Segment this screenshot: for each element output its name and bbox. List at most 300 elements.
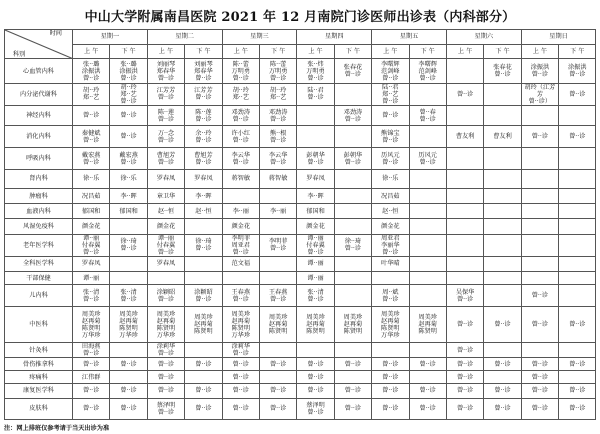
table-row <box>5 256 596 271</box>
schedule-cell <box>559 371 596 384</box>
schedule-cell <box>259 219 296 234</box>
schedule-cell: 蒋智敏 <box>222 169 259 188</box>
schedule-cell <box>446 188 483 203</box>
schedule-cell: 江伟群 <box>73 371 110 384</box>
schedule-cell: 曾··诊 <box>484 358 521 371</box>
schedule-cell: 蔡泽明 曾··诊 <box>297 398 334 419</box>
schedule-cell: 郁国和 <box>297 204 334 219</box>
schedule-cell: 蒋智敏 <box>259 169 296 188</box>
schedule-cell <box>559 342 596 357</box>
schedule-cell: 曾··诊 <box>559 126 596 148</box>
am-header: 上 午 <box>297 44 334 59</box>
half-day-header-row <box>5 44 596 59</box>
schedule-cell <box>334 219 371 234</box>
schedule-cell <box>446 105 483 125</box>
schedule-cell: 王春燕 曾··诊 <box>259 285 296 307</box>
schedule-cell <box>559 188 596 203</box>
schedule-cell <box>222 272 259 285</box>
schedule-cell: 谭··丽 <box>297 256 334 271</box>
schedule-cell <box>559 204 596 219</box>
am-header: 上 午 <box>147 44 184 59</box>
schedule-cell <box>521 256 558 271</box>
day-header-wed: 星期三 <box>222 30 297 45</box>
schedule-cell <box>446 204 483 219</box>
schedule-cell <box>484 83 521 105</box>
table-row <box>5 342 596 357</box>
schedule-cell: 颜金花 <box>297 219 334 234</box>
schedule-cell <box>559 219 596 234</box>
schedule-cell: 曾··诊 <box>147 358 184 371</box>
schedule-cell: 曾··诊 <box>446 371 483 384</box>
schedule-cell: 涂振洪 曾··诊 <box>559 59 596 83</box>
table-row <box>5 272 596 285</box>
schedule-cell <box>484 256 521 271</box>
schedule-cell: 陆··君 曾··诊 <box>297 83 334 105</box>
schedule-cell: 曾··诊 <box>484 384 521 398</box>
day-header-thu: 星期四 <box>297 30 372 45</box>
day-header-tue: 星期二 <box>147 30 222 45</box>
dept-name: 肿瘤科 <box>5 188 73 203</box>
schedule-cell: 江芳芳 曾··诊 <box>147 83 184 105</box>
schedule-cell <box>559 285 596 307</box>
schedule-cell: 涂莉华 曾··诊 <box>222 342 259 357</box>
schedule-cell: 周美珍 赵再菊 陈贤明 万华珍 <box>110 307 147 342</box>
schedule-cell: 曾··诊 <box>73 398 110 419</box>
dept-name: 肾内科 <box>5 169 73 188</box>
day-header-sun: 星期日 <box>521 30 596 45</box>
table-row <box>5 358 596 371</box>
schedule-cell: 曾··诊 <box>559 398 596 419</box>
schedule-cell <box>334 256 371 271</box>
schedule-cell <box>484 234 521 256</box>
schedule-cell: 曾··诊 <box>222 398 259 419</box>
schedule-cell <box>409 219 446 234</box>
schedule-cell: 曾··诊 <box>185 398 222 419</box>
schedule-cell: 许小红 曾··诊 <box>222 126 259 148</box>
pm-header: 下 午 <box>409 44 446 59</box>
schedule-cell: 曾··诊 <box>297 358 334 371</box>
schedule-cell <box>484 285 521 307</box>
schedule-cell: 曾··诊 <box>409 398 446 419</box>
pm-header: 下 午 <box>185 44 222 59</box>
schedule-cell: 曾··诊 <box>559 83 596 105</box>
schedule-cell: 胡··玲 郑··艺 <box>73 83 110 105</box>
pm-header: 下 午 <box>334 44 371 59</box>
schedule-cell: 张··清 曾··诊 <box>110 285 147 307</box>
schedule-cell <box>559 272 596 285</box>
schedule-cell <box>110 219 147 234</box>
schedule-cell: 曾··诊 <box>334 398 371 419</box>
schedule-cell <box>409 272 446 285</box>
schedule-cell <box>559 234 596 256</box>
schedule-cell: 徐··琦 曾··诊 <box>185 234 222 256</box>
schedule-cell: 谭··丽 付春翼 曾··诊 <box>297 234 334 256</box>
schedule-cell: 张春花 曾··诊 <box>484 59 521 83</box>
schedule-cell <box>559 169 596 188</box>
schedule-cell: 李··晖 <box>297 188 334 203</box>
schedule-cell: 曾··诊 <box>110 358 147 371</box>
table-row <box>5 219 596 234</box>
schedule-cell <box>147 272 184 285</box>
schedule-cell: 颜金花 <box>372 219 409 234</box>
table-row <box>5 126 596 148</box>
schedule-cell: 刘丽琴 郑春华 曾··诊 <box>185 59 222 83</box>
dept-name: 针灸科 <box>5 342 73 357</box>
schedule-cell: 曾··诊 <box>446 307 483 342</box>
schedule-cell: 涂颖昭 曾··诊 <box>147 285 184 307</box>
am-header: 上 午 <box>446 44 483 59</box>
schedule-cell <box>446 234 483 256</box>
schedule-cell <box>185 371 222 384</box>
schedule-cell: 曾··诊 <box>222 358 259 371</box>
schedule-cell: 曾··春 曾··诊 <box>409 105 446 125</box>
schedule-cell: 余··玲 曾··诊 <box>185 126 222 148</box>
schedule-cell <box>334 342 371 357</box>
schedule-cell <box>259 371 296 384</box>
schedule-cell <box>334 285 371 307</box>
schedule-cell <box>559 105 596 125</box>
dept-name: 老年医学科 <box>5 234 73 256</box>
schedule-cell: 陈··蕾 万明勇 曾··诊 <box>259 59 296 83</box>
schedule-cell: 涂莉华 曾··诊 <box>147 342 184 357</box>
schedule-cell: 赵··恒 <box>372 204 409 219</box>
dept-name: 呼吸内科 <box>5 148 73 169</box>
am-header: 上 午 <box>521 44 558 59</box>
dept-name: 疼痛科 <box>5 371 73 384</box>
dept-name: 心血管内科 <box>5 59 73 83</box>
am-header: 上 午 <box>222 44 259 59</box>
schedule-cell: 周亚君 李丽华 曾··诊 <box>372 234 409 256</box>
schedule-cell: 周··斌 曾··诊 <box>372 285 409 307</box>
dept-name: 康复医学科 <box>5 384 73 398</box>
schedule-cell <box>334 83 371 105</box>
schedule-cell: 胡··玲 郑··艺 <box>259 83 296 105</box>
schedule-cell <box>259 342 296 357</box>
schedule-cell <box>297 342 334 357</box>
schedule-cell: 陈··莲 曾··诊 <box>185 105 222 125</box>
schedule-cell: 郁国和 <box>110 204 147 219</box>
schedule-cell: 彭朝华 曾··诊 <box>334 148 371 169</box>
schedule-cell: 谭··丽 <box>73 272 110 285</box>
dept-name: 骨伤推拿科 <box>5 358 73 371</box>
schedule-cell: 周美珍 赵再菊 陈贤明 <box>185 307 222 342</box>
schedule-cell <box>409 256 446 271</box>
schedule-cell: 郁国和 <box>73 204 110 219</box>
schedule-cell: 历风元 曾··诊 <box>409 148 446 169</box>
schedule-cell: 曾··诊 <box>484 398 521 419</box>
header-corner <box>5 30 73 59</box>
schedule-cell: 曾··诊 <box>297 371 334 384</box>
schedule-cell <box>297 126 334 148</box>
schedule-cell: 周美珍 赵再菊 陈贤明 <box>409 307 446 342</box>
schedule-cell: 况昌茹 <box>73 188 110 203</box>
schedule-cell: 张··璐 涂振洪 曾··诊 <box>73 59 110 83</box>
schedule-cell: 胡玲（江芳芳 曾··诊） <box>521 83 558 105</box>
schedule-cell: 曾··诊 <box>484 307 521 342</box>
schedule-cell: 罗春凤 <box>185 169 222 188</box>
schedule-cell: 赵··恒 <box>147 204 184 219</box>
schedule-cell: 李明菲 曾··诊 <box>259 234 296 256</box>
schedule-cell <box>409 83 446 105</box>
schedule-cell <box>110 272 147 285</box>
schedule-cell: 徐··琦 曾··诊 <box>334 234 371 256</box>
page-title: 中山大学附属南昌医院 2021 年 12 月南院门诊医师出诊表（内科部分） <box>84 10 516 25</box>
schedule-cell: 徐··琦 曾··诊 <box>110 234 147 256</box>
schedule-table <box>4 29 596 420</box>
schedule-cell <box>297 105 334 125</box>
schedule-cell: 江芳芳 曾··诊 <box>185 83 222 105</box>
schedule-cell: 周美珍 赵再菊 陈贤明 万华珍 <box>147 307 184 342</box>
schedule-cell: 陈··莲 曾··诊 <box>147 105 184 125</box>
schedule-cell: 李··晖 <box>185 188 222 203</box>
schedule-cell <box>409 285 446 307</box>
schedule-cell: 田海燕 曾··诊 <box>73 342 110 357</box>
dept-name: 消化内科 <box>5 126 73 148</box>
schedule-cell: 曾··诊 <box>521 285 558 307</box>
schedule-cell: 张··璐 涂振洪 曾··诊 <box>110 59 147 83</box>
schedule-cell: 李云华 曾··诊 <box>222 148 259 169</box>
schedule-cell <box>446 219 483 234</box>
schedule-cell: 王春燕 曾··诊 <box>222 285 259 307</box>
schedule-cell: 颜金花 <box>222 219 259 234</box>
schedule-cell: 曾··诊 <box>372 358 409 371</box>
schedule-cell: 戴宏燕 曾··诊 <box>110 148 147 169</box>
schedule-cell: 张春花 曾··诊 <box>334 59 371 83</box>
schedule-cell <box>484 204 521 219</box>
dept-name: 内分泌代谢科 <box>5 83 73 105</box>
schedule-cell: 万··念 曾··诊 <box>147 126 184 148</box>
table-row <box>5 188 596 203</box>
schedule-cell <box>484 148 521 169</box>
am-header: 上 午 <box>372 44 409 59</box>
schedule-cell: 曾··诊 <box>222 371 259 384</box>
schedule-cell: 邓劲涛 曾··诊 <box>334 105 371 125</box>
schedule-cell <box>372 272 409 285</box>
schedule-cell: 吴保华 曾··诊 <box>446 285 483 307</box>
schedule-cell <box>559 148 596 169</box>
schedule-cell: 陆··君 郑··艺 曾··诊 <box>372 83 409 105</box>
schedule-cell: 赵··恒 <box>185 204 222 219</box>
schedule-cell: 周美珍 赵再菊 陈贤明 万华珍 <box>222 307 259 342</box>
dept-name: 全科医学科 <box>5 256 73 271</box>
schedule-cell: 熊··根 曾··诊 <box>259 126 296 148</box>
schedule-cell <box>259 188 296 203</box>
pm-header: 下 午 <box>559 44 596 59</box>
schedule-cell <box>372 342 409 357</box>
schedule-cell <box>409 188 446 203</box>
schedule-cell <box>446 169 483 188</box>
schedule-cell <box>334 371 371 384</box>
schedule-cell: 曹友利 <box>484 126 521 148</box>
schedule-cell: 曾··诊 <box>147 384 184 398</box>
schedule-cell: 曾··诊 <box>110 398 147 419</box>
schedule-cell <box>334 272 371 285</box>
schedule-cell: 罗春凤 <box>147 256 184 271</box>
schedule-cell <box>521 234 558 256</box>
schedule-cell <box>484 371 521 384</box>
schedule-cell: 曾··诊 <box>521 307 558 342</box>
table-row <box>5 285 596 307</box>
pm-header: 下 午 <box>110 44 147 59</box>
schedule-cell <box>446 272 483 285</box>
schedule-cell: 胡··玲 郑··艺 <box>222 83 259 105</box>
schedule-cell <box>521 219 558 234</box>
schedule-cell: 曾··诊 <box>147 371 184 384</box>
schedule-cell: 曾··诊 <box>521 398 558 419</box>
schedule-cell: 曾··诊 <box>110 384 147 398</box>
schedule-cell <box>521 105 558 125</box>
schedule-cell: 蔡泽明 曾··诊 <box>147 398 184 419</box>
schedule-cell: 曾··诊 <box>446 342 483 357</box>
schedule-cell: 曾··诊 <box>222 384 259 398</box>
schedule-cell: 曾··诊 <box>73 105 110 125</box>
schedule-cell: 谭··丽 付春翼 曾··诊 <box>147 234 184 256</box>
schedule-cell: 曾··诊 <box>559 307 596 342</box>
dept-label: 科别 <box>13 51 26 59</box>
schedule-cell: 曾··诊 <box>259 384 296 398</box>
schedule-cell <box>409 126 446 148</box>
schedule-cell: 曾··诊 <box>446 358 483 371</box>
table-row <box>5 371 596 384</box>
schedule-cell: 周美珍 赵再菊 陈贤明 <box>334 307 371 342</box>
schedule-cell: 曹旭芳 曾··诊 <box>185 148 222 169</box>
schedule-cell: 曾··诊 <box>372 371 409 384</box>
schedule-cell <box>259 272 296 285</box>
schedule-cell <box>334 188 371 203</box>
schedule-cell: 曾··诊 <box>185 384 222 398</box>
schedule-cell: 戴宏燕 曾··诊 <box>73 148 110 169</box>
schedule-cell <box>110 256 147 271</box>
schedule-cell <box>110 371 147 384</box>
schedule-cell <box>521 148 558 169</box>
schedule-cell <box>559 256 596 271</box>
schedule-cell <box>334 169 371 188</box>
dept-name: 干部保健 <box>5 272 73 285</box>
schedule-cell: 李曙辉 范剑峰 曾··诊 <box>409 59 446 83</box>
schedule-cell: 邓劲涛 曾··诊 <box>259 105 296 125</box>
day-header-fri: 星期五 <box>372 30 447 45</box>
schedule-cell: 曾··诊 <box>73 384 110 398</box>
schedule-cell: 曾··诊 <box>446 83 483 105</box>
schedule-cell: 谭··丽 付春翼 曾··诊 <box>73 234 110 256</box>
schedule-cell: 曾··诊 <box>446 384 483 398</box>
pm-header: 下 午 <box>484 44 521 59</box>
table-row <box>5 148 596 169</box>
schedule-cell <box>521 188 558 203</box>
table-row <box>5 105 596 125</box>
schedule-cell: 曾··诊 <box>334 384 371 398</box>
schedule-cell: 胡··玲 郑··艺 曾··诊 <box>110 83 147 105</box>
schedule-cell: 曾··诊 <box>73 358 110 371</box>
schedule-cell: 曾··诊 <box>110 126 147 148</box>
schedule-cell <box>334 204 371 219</box>
schedule-cell <box>446 148 483 169</box>
schedule-cell: 刘丽琴 郑春华 曾··诊 <box>147 59 184 83</box>
schedule-cell <box>521 169 558 188</box>
schedule-cell: 曾··诊 <box>185 358 222 371</box>
schedule-cell: 罗春凤 <box>297 169 334 188</box>
table-row <box>5 204 596 219</box>
schedule-cell <box>222 188 259 203</box>
dept-name: 儿内科 <box>5 285 73 307</box>
schedule-cell: 张··清 曾··诊 <box>73 285 110 307</box>
schedule-cell: 曾··诊 <box>259 358 296 371</box>
day-header-sat: 星期六 <box>446 30 521 45</box>
footer-note: 注：网上排班仅参考请于当天出诊为准 <box>4 425 110 432</box>
am-header: 上 午 <box>73 44 110 59</box>
schedule-cell <box>484 105 521 125</box>
table-row <box>5 169 596 188</box>
schedule-cell: 曾··诊 <box>297 384 334 398</box>
schedule-cell: 罗春凤 <box>73 256 110 271</box>
schedule-cell: 曾··诊 <box>559 358 596 371</box>
table-row <box>5 234 596 256</box>
schedule-cell <box>521 272 558 285</box>
schedule-cell: 曾··诊 <box>521 371 558 384</box>
dept-name: 中医科 <box>5 307 73 342</box>
schedule-cell: 历风元 曾··诊 <box>372 148 409 169</box>
schedule-cell: 范文福 <box>222 256 259 271</box>
schedule-cell: 曾··诊 <box>372 384 409 398</box>
schedule-cell: 邓劲涛 曾··诊 <box>222 105 259 125</box>
schedule-cell <box>409 204 446 219</box>
schedule-cell: 李··丽 <box>259 204 296 219</box>
schedule-cell <box>185 256 222 271</box>
schedule-cell: 叶华晴 <box>372 256 409 271</box>
schedule-cell <box>185 342 222 357</box>
dept-name: 血液内科 <box>5 204 73 219</box>
schedule-cell <box>409 169 446 188</box>
schedule-cell: 曾··诊 <box>409 358 446 371</box>
schedule-cell <box>484 272 521 285</box>
schedule-cell: 李··晖 <box>110 188 147 203</box>
schedule-cell: 曾··诊 <box>521 358 558 371</box>
schedule-cell: 罗春凤 <box>147 169 184 188</box>
schedule-cell: 曹旭芳 曾··诊 <box>147 148 184 169</box>
schedule-cell: 周美珍 赵再菊 陈贤明 万华珍 <box>73 307 110 342</box>
pm-header: 下 午 <box>259 44 296 59</box>
schedule-cell <box>409 342 446 357</box>
schedule-cell: 况昌茹 <box>372 188 409 203</box>
schedule-cell <box>185 219 222 234</box>
schedule-cell: 周美珍 赵再菊 陈贤明 <box>259 307 296 342</box>
schedule-cell <box>259 256 296 271</box>
schedule-cell: 曾··诊 <box>372 105 409 125</box>
schedule-cell: 曾··诊 <box>559 384 596 398</box>
schedule-cell: 李云华 曾··诊 <box>259 148 296 169</box>
schedule-cell: 秦健斌 曾··诊 <box>73 126 110 148</box>
schedule-cell <box>484 188 521 203</box>
schedule-cell <box>484 342 521 357</box>
schedule-cell: 章卫华 <box>147 188 184 203</box>
dept-name: 皮肤科 <box>5 398 73 419</box>
schedule-cell: 曾··诊 <box>110 105 147 125</box>
schedule-cell: 李明菲 周亚君 曾··诊 <box>222 234 259 256</box>
schedule-cell: 颜金花 <box>147 219 184 234</box>
schedule-cell: 徐··乐 <box>372 169 409 188</box>
schedule-cell <box>484 169 521 188</box>
schedule-cell <box>185 272 222 285</box>
table-row <box>5 384 596 398</box>
schedule-cell: 曹友利 <box>446 126 483 148</box>
schedule-cell <box>446 256 483 271</box>
day-header-mon: 星期一 <box>73 30 148 45</box>
schedule-cell: 张··炜 万明勇 曾··诊 <box>297 59 334 83</box>
dept-name: 风湿免疫科 <box>5 219 73 234</box>
schedule-cell: 颜金花 <box>73 219 110 234</box>
schedule-cell: 李··丽 <box>222 204 259 219</box>
schedule-cell: 曾··诊 <box>372 398 409 419</box>
